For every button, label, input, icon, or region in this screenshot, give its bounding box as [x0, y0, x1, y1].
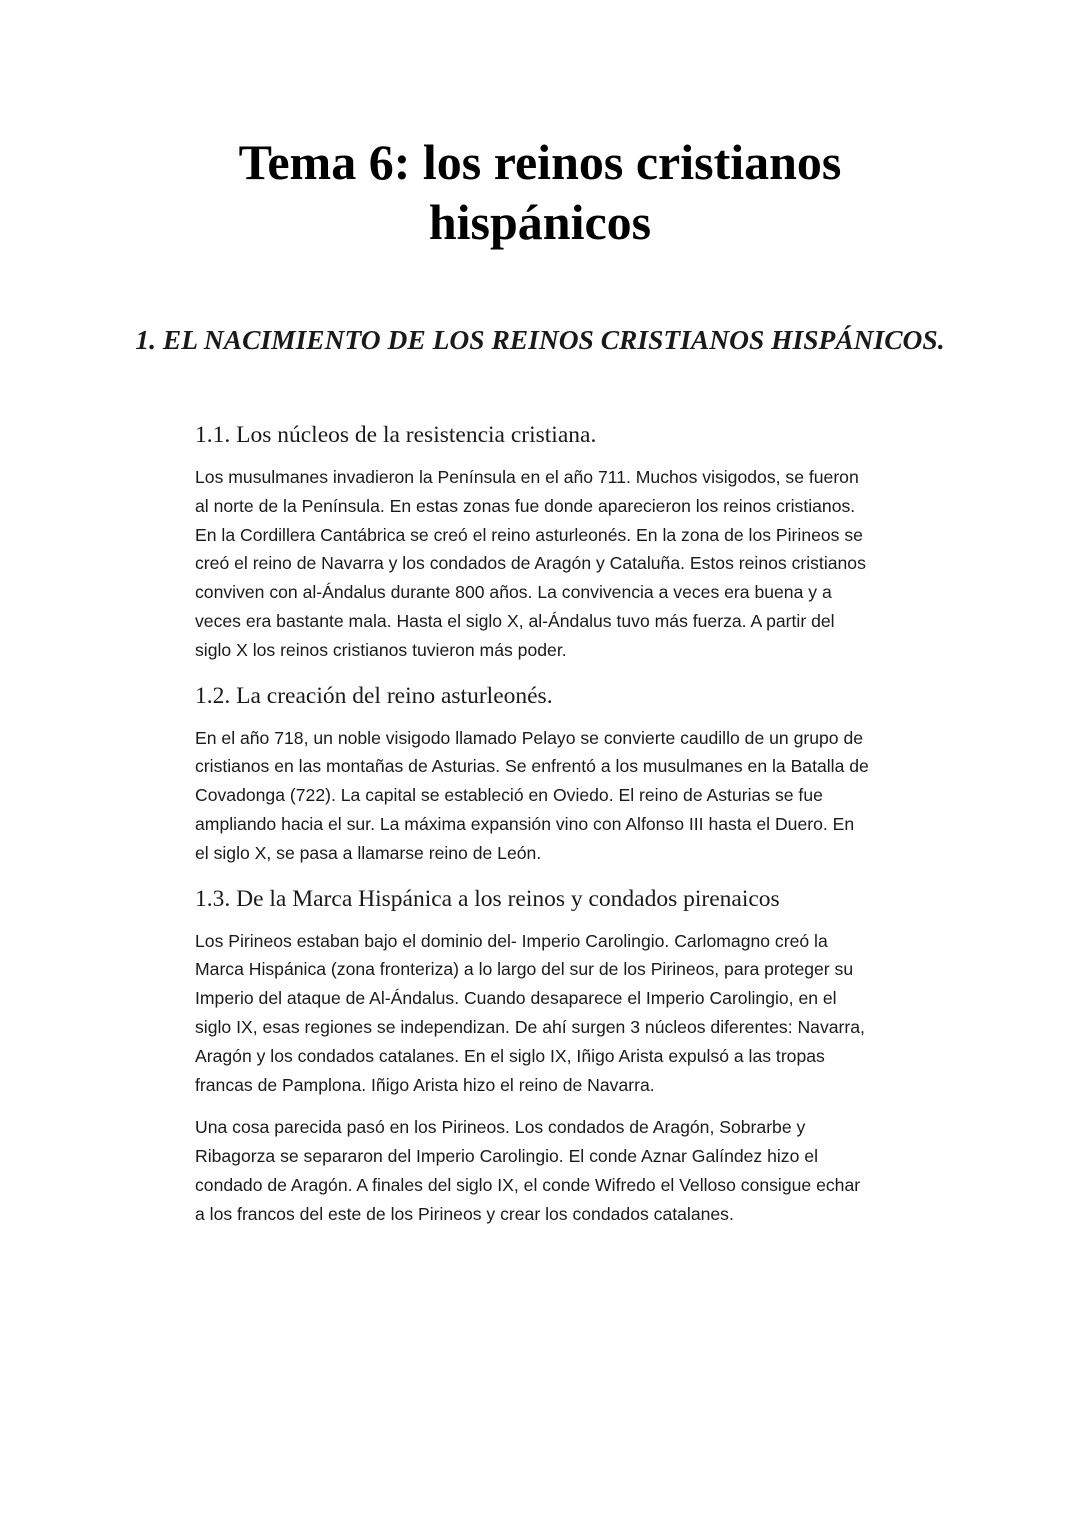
body-paragraph: En el año 718, un noble visigodo llamado Pelayo se convierte caudillo de un grupo de cristianos en las montañas de Asturias. Se enfrentó a los musulmanes en la Batalla de Covadonga (722). La capital se estableció en Oviedo. El reino de Asturias se fue ampliando hacia el sur. La máxima expansión vino con Alfonso III hasta el Duero. En el siglo X, se pasa a llamarse reino de León.: [195, 727, 869, 863]
document-title-line-2: hispánicos: [428, 194, 652, 250]
subsection-1-3: [195, 882, 955, 1229]
body-paragraph: Una cosa parecida pasó en los Pirineos. Los condados de Aragón, Sobrarbe y Ribagorza se separaron del Imperio Carolingio. El conde Aznar Galíndez hizo el condado de Aragón. A finales del siglo IX, el conde Wifredo el Velloso consigue echar a los francos del este de los Pirineos y crear los condados catalanes.: [195, 1117, 861, 1224]
document-content: [195, 418, 955, 1243]
body-paragraph: Los musulmanes invadieron la Península en el año 711. Muchos visigodos, se fueron al norte de la Península. En estas zonas fue donde aparecieron los reinos cristianos. En la Cordillera Cantábrica se creó el reino asturleonés. En la zona de los Pirineos se creó el reino de Navarra y los condados de Aragón y Cataluña. Estos reinos cristianos conviven con al-Ándalus durante 800 años. La convivencia a veces era buena y a veces era bastante mala. Hasta el siglo X, al-Ándalus tuvo más fuerza. A partir del siglo X los reinos cristianos tuvieron más poder.: [195, 467, 866, 660]
subsection-heading: 1.1. Los núcleos de la resistencia cristiana.: [195, 422, 597, 448]
subsection-1-1: [195, 418, 955, 665]
body-paragraph: Los Pirineos estaban bajo el dominio del- Imperio Carolingio. Carlomagno creó la Marca Hispánica (zona fronteriza) a lo largo del sur de los Pirineos, para proteger su Imperio del ataque de Al-Ándalus. Cuando desaparece el Imperio Carolingio, en el siglo IX, esas regiones se independizan. De ahí surgen 3 núcleos diferentes: Navarra, Aragón y los condados catalanes. En el siglo IX, Iñigo Arista expulsó a las tropas francas de Pamplona. Iñigo Arista hizo el reino de Navarra.: [195, 930, 865, 1095]
subsection-heading: 1.3. De la Marca Hispánica a los reinos y condados pirenaicos: [195, 885, 780, 912]
document-title: [0, 132, 1080, 252]
document-title-line-1: Tema 6: los reinos cristianos: [238, 134, 842, 190]
subsection-heading: 1.2. La creación del reino asturleonés.: [195, 682, 553, 709]
section-heading: 1. EL NACIMIENTO DE LOS REINOS CRISTIANOS HISPÁNICOS.: [135, 324, 945, 355]
subsection-1-2: [195, 679, 955, 868]
